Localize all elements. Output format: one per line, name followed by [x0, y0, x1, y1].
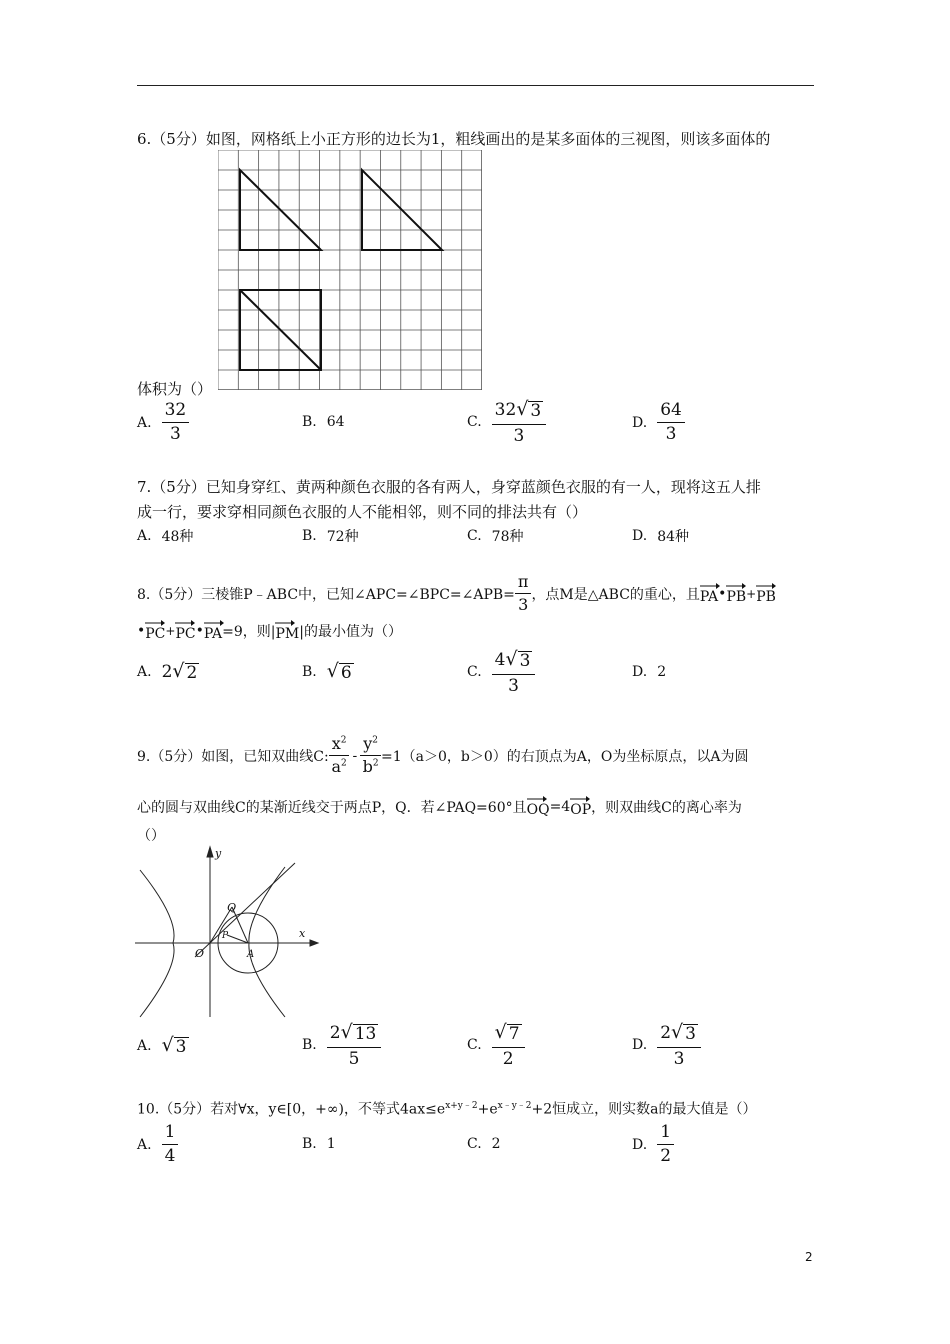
- q10-text: 10.（5分）若对∀x，y∈[0，+∞)，不等式$4ax\le e^{x+y﹣2}+e^{x﹣y﹣2}+2$恒成立，则实数a的最大值是（）: [137, 1101, 757, 1118]
- q7-option-a[interactable]: A. 48种: [137, 528, 194, 545]
- fig-label-p: P: [222, 931, 229, 941]
- fig-label-a: A: [247, 949, 255, 960]
- q8-option-a[interactable]: A. 2 √ 2: [137, 660, 198, 683]
- q9-option-b[interactable]: B. 2 √ 13 5: [302, 1023, 381, 1068]
- fig-label-q: Q: [227, 901, 237, 914]
- q8-line1: 8.（5分）三棱锥P﹣ABC中，已知∠APC=∠BPC=∠APB= $\frac{\pi}{3}$ ，点M是△ABC的重心，且 PA • PB + PB: [137, 572, 776, 614]
- q6-option-d[interactable]: D. $\frac{64}{3}$: [632, 402, 685, 443]
- q7-option-b[interactable]: B. 72种: [302, 528, 359, 545]
- q10-option-c[interactable]: C. 2: [467, 1136, 501, 1152]
- q8-option-c[interactable]: C. 4 √ 3 3: [467, 650, 535, 695]
- q9-option-c[interactable]: C. √ 7 2: [467, 1023, 525, 1068]
- q6-three-view-figure: [218, 150, 483, 390]
- q10-option-b[interactable]: B. 1: [302, 1136, 336, 1152]
- q9-hyperbola-figure: [135, 845, 325, 1020]
- q10-option-d[interactable]: D. $\frac{1}{2}$: [632, 1124, 674, 1165]
- fig-label-x: x: [299, 927, 306, 940]
- header-rule: [137, 85, 814, 86]
- q6-option-c[interactable]: C. 32 √ 3 3: [467, 400, 546, 445]
- q6-option-b[interactable]: B. 64: [302, 414, 345, 430]
- q7-option-c[interactable]: C. 78种: [467, 528, 524, 545]
- q7-option-d[interactable]: D. 84种: [632, 528, 690, 545]
- q8-option-b[interactable]: B. √ 6: [302, 660, 352, 683]
- fig-label-y: y: [215, 847, 222, 860]
- q9-line1: 9.（5分）如图，已知双曲线C: $\frac{x^2}{a^2}$ - $\frac{y^2}{b^2}$ =1（a＞0，b＞0）的右顶点为A，O为坐标原点，以A为圆: [137, 734, 749, 776]
- q9-line2: 心的圆与双曲线C的某渐近线交于两点P，Q．若∠PAQ=60°且 OQ =4 OP ，则双曲线C的离心率为: [137, 796, 742, 818]
- q8-line2: • PC + PC • PA =9，则| PM |的最小值为（）: [137, 620, 402, 642]
- q6-tail: 体积为（）: [137, 380, 213, 398]
- q6-option-a[interactable]: A. $\frac{32}{3}$: [137, 402, 189, 443]
- q7-line2: 成一行，要求穿相同颜色衣服的人不能相邻，则不同的排法共有（）: [137, 503, 588, 521]
- q6-text: 6.（5分）如图，网格纸上小正方形的边长为1，粗线画出的是某多面体的三视图，则该多面体的: [137, 130, 771, 148]
- page-number: 2: [805, 1250, 813, 1264]
- q9-option-a[interactable]: A. √ 3: [137, 1034, 187, 1057]
- q9-option-d[interactable]: D. 2 √ 3 3: [632, 1023, 701, 1068]
- fig-label-o: O: [195, 947, 205, 960]
- q7-line1: 7.（5分）已知身穿红、黄两种颜色衣服的各有两人，身穿蓝颜色衣服的有一人，现将这五人排: [137, 478, 761, 496]
- q9-line3: （）: [137, 828, 165, 844]
- q10-option-a[interactable]: A. $\frac{1}{4}$: [137, 1124, 178, 1165]
- q8-option-d[interactable]: D. 2: [632, 664, 667, 680]
